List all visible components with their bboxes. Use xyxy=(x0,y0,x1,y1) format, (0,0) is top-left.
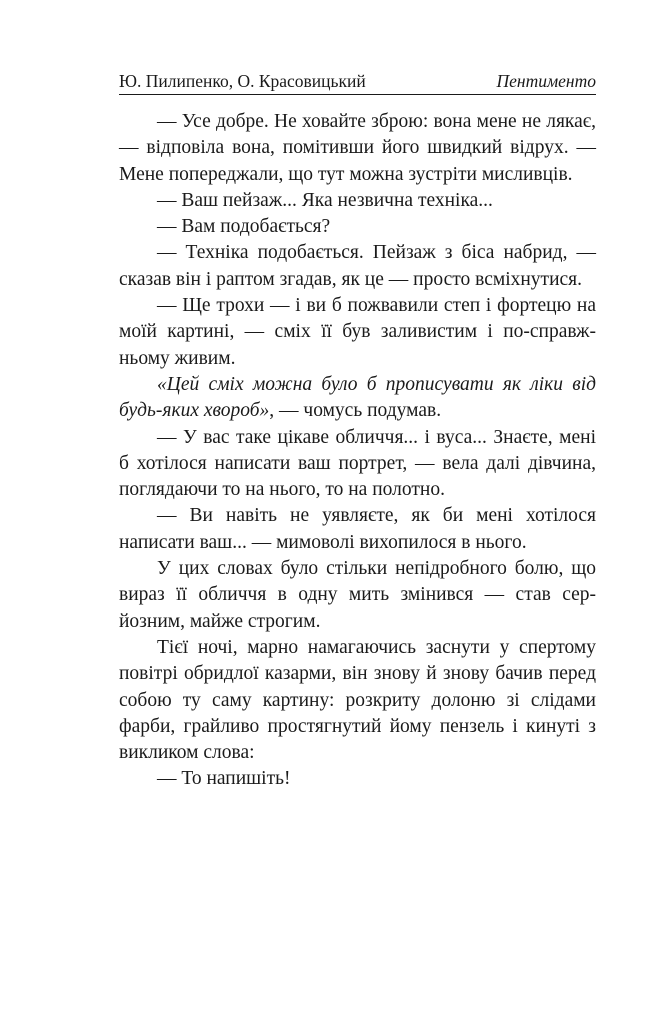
body-text xyxy=(119,109,596,793)
paragraph: — Техніка подобається. Пейзаж з біса набрид, — сказав він і раптом згадав, як це — просто всміхнутися. xyxy=(119,242,596,290)
paragraph-tail: , — чомусь подумав. xyxy=(269,400,442,422)
italic-thought: «Цей сміх можна було б прописувати як ліки від будь-яких хвороб» xyxy=(119,373,596,422)
paragraph: — У вас таке цікаве обличчя... і вуса... Знаєте, мені б хотілося написати ваш портрет, — вела далі дівчина, поглядаючи то на нього, то на полотно. xyxy=(119,426,596,501)
paragraph: — Усе добре. Не ховайте зброю: вона мене не лякає, — відповіла вона, помітивши його швидкий відрух. — Мене попереджали, що тут можна зустріти мисливців. xyxy=(119,111,596,185)
paragraph: — Ви навіть не уявляєте, як би мені хотілося написати ваш... — мимоволі вихопилося в нього. xyxy=(119,505,596,553)
paragraph: Тієї ночі, марно намагаючись заснути у спертому повітрі обридлої казарми, він знову й знову бачив перед собою ту саму картину: розкриту долоню зі слідами фарби, грайливо простягнутий йому пензель і кинуті з викликом слова: xyxy=(119,636,596,764)
paragraph: — То напишіть! xyxy=(157,768,291,790)
header-book-title: Пентименто xyxy=(496,71,596,91)
paragraph: — Ще трохи — і ви б пожвавили степ і фортецю на моїй картині, — сміх її був заливистим і по-справжньому живим. xyxy=(119,295,596,369)
paragraph: У цих словах було стільки непідробного болю, що вираз її обличчя в одну мить змінився — став серйозним, майже строгим. xyxy=(119,558,596,632)
header-author: Ю. Пилипенко, О. Красовицький xyxy=(119,71,366,91)
paragraph xyxy=(119,372,596,425)
paragraph: — Вам подобається? xyxy=(157,216,331,238)
running-header xyxy=(119,68,596,95)
paragraph: — Ваш пейзаж... Яка незвична техніка... xyxy=(157,189,493,211)
